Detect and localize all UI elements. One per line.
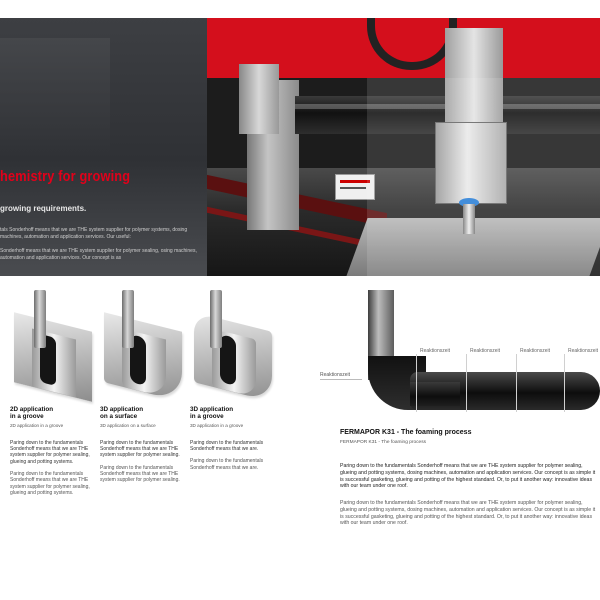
cable-chain <box>367 18 457 70</box>
application-body-secondary: Paring down to the fundamentals Sonderhoff means that we are THE system supplier for polymer sealing, glueing and potting systems. <box>10 471 90 496</box>
zone-divider <box>416 354 417 412</box>
process-body-secondary: Paring down to the fundamentals Sonderhoff means that we are THE system supplier for polymer sealing, glueing and potting systems, dosing machines, automation and application services. Our concept is as simple it is successful gasketing, glueing and potting of the highest standard. Or, to put it another way: innovative ideas with our team under one roof. <box>340 500 596 527</box>
application-body: Paring down to the fundamentals Sonderhoff means that we are. <box>190 439 264 453</box>
hero-banner <box>0 18 600 276</box>
application-subtitle: 3D application on a surface <box>100 422 156 428</box>
groove-3d-illustration <box>190 290 274 400</box>
dosing-rod <box>210 290 222 348</box>
application-body-secondary: Paring down to the fundamentals Sonderhoff means that we are. <box>190 458 264 471</box>
intro-paragraph-1: tals Sonderhoff means that we are THE system supplier for polymer systems, dosing machines, automation and application services. Our useful: <box>0 227 188 240</box>
surface-illustration <box>100 290 184 400</box>
banner-subhead: growing requirements. <box>0 204 87 213</box>
zone-divider <box>516 354 517 412</box>
process-subtitle: FERMAPOR K31 - The foaming process <box>340 440 427 445</box>
zone-label: Reaktionszeit <box>470 348 501 354</box>
zone-divider <box>466 354 467 412</box>
intro-paragraph-2: Sonderhoff means that we are THE system supplier for polymer sealing, osing machines, automation and application services. Our concept is as <box>0 248 197 261</box>
application-column-3d-surface <box>100 290 184 484</box>
reaction-time-label-left: Reaktionszeit <box>320 372 351 378</box>
machine-photo <box>207 18 600 276</box>
banner-headline: hemistry for growing <box>0 168 131 185</box>
groove-illustration <box>10 290 94 400</box>
zone-divider <box>564 354 565 412</box>
dosing-rod <box>34 290 46 348</box>
process-title: FERMAPOR K31 - The foaming process <box>340 429 472 436</box>
application-title: 3D application in a groove <box>190 406 234 421</box>
zone-label: Reaktionszeit <box>568 348 599 354</box>
application-title: 2D application in a groove <box>10 406 54 421</box>
application-column-2d-groove <box>10 290 94 496</box>
dosing-rod <box>122 290 134 348</box>
process-body: Paring down to the fundamentals Sonderhoff means that we are THE system supplier for polymer sealing, glueing and potting systems, dosing machines, automation and application services. Our concept is as simple it is successful gasketing, glueing and potting of the highest standard. Or, to put it another way: innovative ideas with our team under one roof. <box>340 463 596 490</box>
ghost-graphic <box>0 38 110 158</box>
application-body-secondary: Paring down to the fundamentals Sonderhoff means that we are THE system supplier for polymer sealing. <box>100 464 180 484</box>
application-body: Paring down to the fundamentals Sonderhoff means that we are THE system supplier for polymer sealing, glueing and potting systems. <box>10 439 90 465</box>
application-subtitle: 2D application in a groove <box>10 422 64 428</box>
application-subtitle: 3D application in a groove <box>190 422 244 428</box>
application-body: Paring down to the fundamentals Sonderhoff means that we are THE system supplier for polymer sealing. <box>100 439 180 459</box>
foaming-process-diagram <box>320 286 600 416</box>
application-title: 3D application on a surface <box>100 406 144 421</box>
banner-text-panel <box>0 18 207 276</box>
application-column-3d-groove <box>190 290 274 471</box>
banner-intro-text <box>0 227 205 261</box>
zone-label: Reaktionszeit <box>520 348 551 354</box>
zone-label: Reaktionszeit <box>420 348 451 354</box>
